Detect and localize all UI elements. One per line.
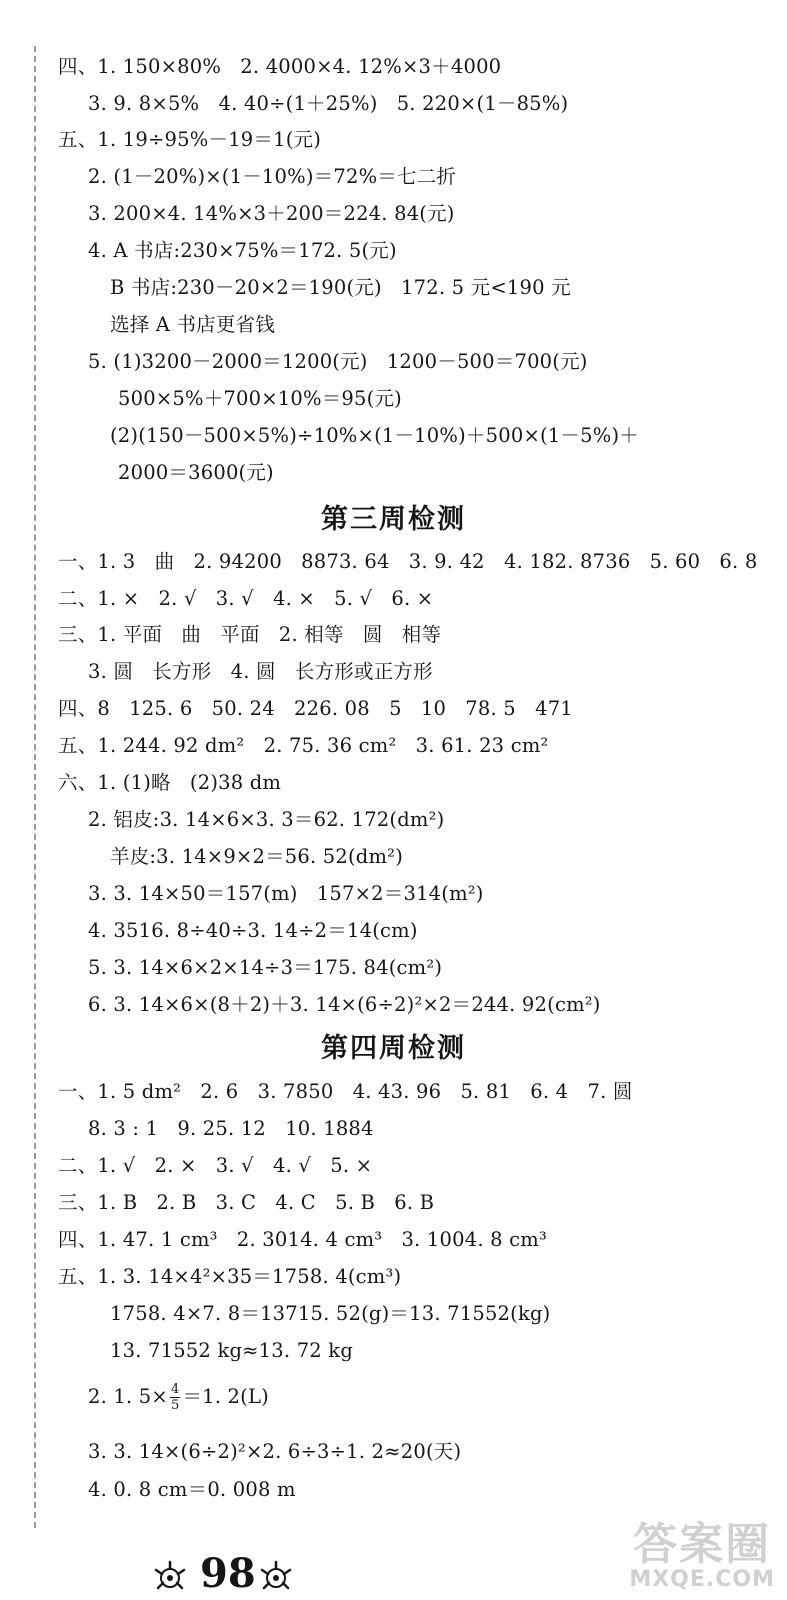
answer-line: 3. 3. 14×50＝157(m) 157×2＝314(m²) [88,882,484,905]
answer-line: 13. 71552 kg≈13. 72 kg [110,1339,353,1362]
answer-line: 三、1. 平面 曲 平面 2. 相等 圆 相等 [58,623,442,646]
section-title-week3: 第三周检测 [321,504,466,535]
fraction [170,1382,180,1413]
answer-line: 一、1. 5 dm² 2. 6 3. 7850 4. 43. 96 5. 81 6. 4 7. 圆 [58,1080,633,1103]
answer-line: 5. (1)3200－2000＝1200(元) 1200－500＝700(元) [88,350,588,373]
left-ornament-icon [150,1558,190,1592]
answer-line: 四、1. 47. 1 cm³ 2. 3014. 4 cm³ 3. 1004. 8 cm³ [58,1228,547,1251]
answer-line: 4. 3516. 8÷40÷3. 14÷2＝14(cm) [88,919,418,942]
answer-line: 六、1. (1)略 (2)38 dm [58,771,282,794]
answer-line: 四、1. 150×80% 2. 4000×4. 12%×3＋4000 [58,55,502,78]
answer-line: 一、1. 3 曲 2. 94200 8873. 64 3. 9. 42 4. 182. 8736 5. 60 6. 8 [58,550,758,573]
fraction-suffix: ＝1. 2(L) [182,1385,269,1408]
answer-line: 羊皮:3. 14×9×2＝56. 52(dm²) [110,845,404,868]
answer-line: 五、1. 19÷95%－19＝1(元) [58,128,322,151]
answer-line: 2000＝3600(元) [118,461,274,484]
watermark-url: MXQE.COM [629,1567,775,1592]
answer-line: 6. 3. 14×6×(8＋2)＋3. 14×(6÷2)²×2＝244. 92(cm²) [88,993,601,1016]
answer-line: 三、1. B 2. B 3. C 4. C 5. B 6. B [58,1191,435,1214]
answer-line-fraction [88,1382,269,1413]
answer-line: 500×5%＋700×10%＝95(元) [118,387,402,410]
fraction-denominator: 5 [170,1398,180,1413]
answer-line: 2. 铝皮:3. 14×6×3. 3＝62. 172(dm²) [88,808,445,831]
answer-line: 二、1. √ 2. × 3. √ 4. √ 5. × [58,1154,373,1177]
answer-line: 3. 3. 14×(6÷2)²×2. 6÷3÷1. 2≈20(天) [88,1440,462,1463]
answer-line: 3. 圆 长方形 4. 圆 长方形或正方形 [88,660,433,683]
answer-line: 五、1. 3. 14×4²×35＝1758. 4(cm³) [58,1265,402,1288]
answer-line: 五、1. 244. 92 dm² 2. 75. 36 cm² 3. 61. 23 cm² [58,734,549,757]
answer-line: 3. 200×4. 14%×3＋200＝224. 84(元) [88,202,455,225]
answer-line: 选择 A 书店更省钱 [110,313,275,336]
margin-dashed-rule [34,46,36,1528]
answer-line: 5. 3. 14×6×2×14÷3＝175. 84(cm²) [88,956,443,979]
answer-line: (2)(150－500×5%)÷10%×(1－10%)＋500×(1－5%)＋ [110,424,639,447]
answer-line: 4. A 书店:230×75%＝172. 5(元) [88,239,397,262]
watermark [629,1519,775,1592]
answer-line: 1758. 4×7. 8＝13715. 52(g)＝13. 71552(kg) [110,1302,551,1325]
section-title-week4: 第四周检测 [321,1033,466,1064]
answer-line: 4. 0. 8 cm＝0. 008 m [88,1478,296,1501]
watermark-logo-text: 答案圈 [633,1519,772,1570]
answer-line: 2. (1－20%)×(1－10%)＝72%＝七二折 [88,165,457,188]
right-ornament-icon [256,1558,296,1592]
answer-line: 四、8 125. 6 50. 24 226. 08 5 10 78. 5 471 [58,697,573,720]
answer-line: 二、1. × 2. √ 3. √ 4. × 5. √ 6. × [58,587,434,610]
answer-line: 3. 9. 8×5% 4. 40÷(1＋25%) 5. 220×(1－85%) [88,92,569,115]
fraction-prefix: 2. 1. 5× [88,1385,168,1408]
page-footer [150,1552,300,1596]
answer-line: B 书店:230－20×2＝190(元) 172. 5 元<190 元 [110,276,571,299]
fraction-numerator: 4 [170,1382,180,1397]
answer-line: 8. 3 : 1 9. 25. 12 10. 1884 [88,1117,374,1140]
page-number: 98 [200,1550,256,1597]
